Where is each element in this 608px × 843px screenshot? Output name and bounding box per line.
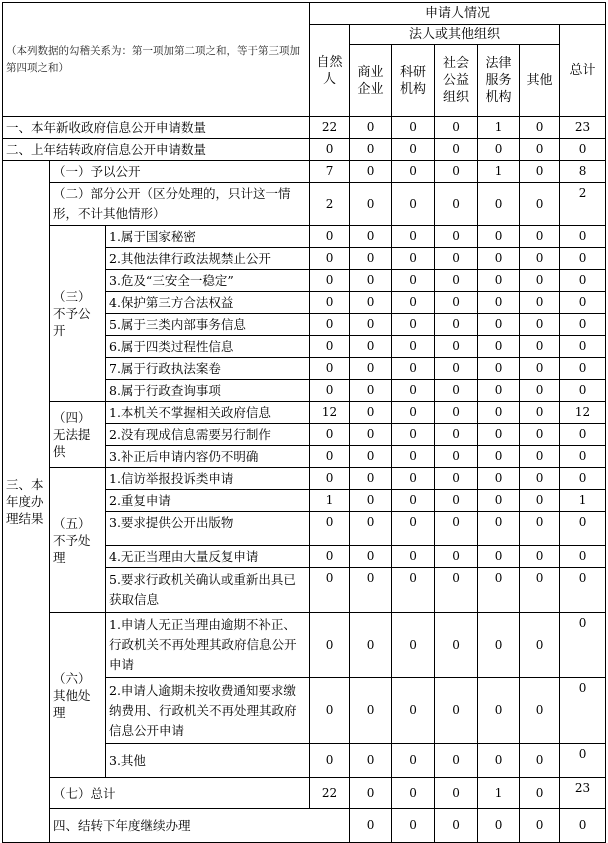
header-total: 总计 bbox=[560, 25, 606, 117]
value-research: 0 bbox=[392, 512, 435, 546]
value-research: 0 bbox=[392, 678, 435, 744]
value-commercial: 0 bbox=[350, 117, 392, 139]
value-total: 0 bbox=[560, 512, 606, 546]
value-legal: 1 bbox=[478, 161, 520, 183]
value-legal: 0 bbox=[478, 248, 520, 270]
table-row bbox=[3, 402, 606, 424]
header-natural-person: 自然人 bbox=[310, 25, 350, 117]
value-legal: 0 bbox=[520, 809, 560, 843]
value-total: 0 bbox=[560, 292, 606, 314]
value-social: 0 bbox=[435, 778, 478, 809]
group-label-unable-to-provide: （四）无法提供 bbox=[50, 402, 106, 468]
value-social: 0 bbox=[435, 248, 478, 270]
group-label-not-disclosed: （三）不予公开 bbox=[50, 226, 106, 402]
value-natural: 0 bbox=[310, 568, 350, 613]
value-commercial: 0 bbox=[350, 490, 392, 512]
value-commercial: 0 bbox=[350, 336, 392, 358]
value-research: 0 bbox=[392, 490, 435, 512]
header-other: 其他 bbox=[520, 45, 560, 117]
row-label: 4.无正当理由大量反复申请 bbox=[106, 546, 310, 568]
value-social: 0 bbox=[435, 546, 478, 568]
value-research: 0 bbox=[392, 358, 435, 380]
value-legal: 1 bbox=[478, 117, 520, 139]
value-total: 0 bbox=[560, 314, 606, 336]
value-total: 0 bbox=[560, 568, 606, 613]
value-research: 0 bbox=[392, 468, 435, 490]
value-other: 0 bbox=[560, 809, 606, 843]
value-legal: 0 bbox=[478, 336, 520, 358]
value-commercial: 0 bbox=[350, 778, 392, 809]
row-label: 二、上年结转政府信息公开申请数量 bbox=[3, 139, 310, 161]
value-research: 0 bbox=[392, 778, 435, 809]
value-natural: 0 bbox=[310, 270, 350, 292]
value-social: 0 bbox=[435, 358, 478, 380]
value-legal: 0 bbox=[478, 678, 520, 744]
value-commercial: 0 bbox=[350, 546, 392, 568]
value-commercial: 0 bbox=[350, 678, 392, 744]
value-commercial: 0 bbox=[350, 424, 392, 446]
value-social: 0 bbox=[435, 402, 478, 424]
value-total: 23 bbox=[560, 778, 606, 809]
value-other: 0 bbox=[520, 613, 560, 678]
value-total: 0 bbox=[560, 744, 606, 778]
value-legal: 0 bbox=[478, 183, 520, 226]
value-social: 0 bbox=[435, 446, 478, 468]
row-label: 4.保护第三方合法权益 bbox=[106, 292, 310, 314]
value-natural: 0 bbox=[350, 809, 392, 843]
value-natural: 0 bbox=[310, 358, 350, 380]
value-commercial: 0 bbox=[392, 809, 435, 843]
row-label: 2.没有现成信息需要另行制作 bbox=[106, 424, 310, 446]
value-legal: 0 bbox=[478, 446, 520, 468]
row-label: 1.属于国家秘密 bbox=[106, 226, 310, 248]
value-social: 0 bbox=[435, 613, 478, 678]
value-other: 0 bbox=[520, 117, 560, 139]
table-row bbox=[3, 613, 606, 678]
value-natural: 0 bbox=[310, 292, 350, 314]
value-natural: 0 bbox=[310, 468, 350, 490]
value-legal: 0 bbox=[478, 402, 520, 424]
value-other: 0 bbox=[520, 270, 560, 292]
value-other: 0 bbox=[520, 161, 560, 183]
value-commercial: 0 bbox=[350, 744, 392, 778]
value-legal: 1 bbox=[478, 778, 520, 809]
value-other: 0 bbox=[520, 248, 560, 270]
value-natural: 22 bbox=[310, 117, 350, 139]
value-social: 0 bbox=[435, 226, 478, 248]
value-total: 0 bbox=[560, 248, 606, 270]
value-legal: 0 bbox=[478, 358, 520, 380]
row-label: 3.补正后申请内容仍不明确 bbox=[106, 446, 310, 468]
row-label: 3.要求提供公开出版物 bbox=[106, 512, 310, 546]
value-social: 0 bbox=[435, 512, 478, 546]
value-social: 0 bbox=[435, 117, 478, 139]
value-research: 0 bbox=[392, 568, 435, 613]
value-total: 12 bbox=[560, 402, 606, 424]
table-row bbox=[3, 226, 606, 248]
value-commercial: 0 bbox=[350, 248, 392, 270]
value-total: 0 bbox=[560, 336, 606, 358]
value-total: 2 bbox=[560, 183, 606, 226]
row-label: 8.属于行政查询事项 bbox=[106, 380, 310, 402]
value-other: 0 bbox=[520, 778, 560, 809]
value-other: 0 bbox=[520, 744, 560, 778]
value-legal: 0 bbox=[478, 512, 520, 546]
value-commercial: 0 bbox=[350, 161, 392, 183]
value-social: 0 bbox=[435, 139, 478, 161]
value-natural: 0 bbox=[310, 744, 350, 778]
value-natural: 22 bbox=[310, 778, 350, 809]
value-other: 0 bbox=[520, 546, 560, 568]
value-natural: 0 bbox=[310, 446, 350, 468]
value-natural: 2 bbox=[310, 183, 350, 226]
value-research: 0 bbox=[392, 546, 435, 568]
row-label: （二）部分公开（区分处理的，只计这一情形，不计其他情形） bbox=[50, 183, 310, 226]
value-legal: 0 bbox=[478, 744, 520, 778]
row-disclosed bbox=[3, 161, 606, 183]
row-label: 7.属于行政执法案卷 bbox=[106, 358, 310, 380]
value-total: 0 bbox=[560, 270, 606, 292]
value-social: 0 bbox=[435, 744, 478, 778]
value-other: 0 bbox=[520, 490, 560, 512]
value-other: 0 bbox=[520, 446, 560, 468]
value-other: 0 bbox=[520, 358, 560, 380]
value-legal: 0 bbox=[478, 490, 520, 512]
value-total: 0 bbox=[560, 678, 606, 744]
value-legal: 0 bbox=[478, 468, 520, 490]
value-legal: 0 bbox=[478, 546, 520, 568]
value-natural: 0 bbox=[310, 613, 350, 678]
row-label: 6.属于四类过程性信息 bbox=[106, 336, 310, 358]
value-social: 0 bbox=[435, 424, 478, 446]
value-legal: 0 bbox=[478, 226, 520, 248]
value-commercial: 0 bbox=[350, 446, 392, 468]
value-natural: 0 bbox=[310, 139, 350, 161]
value-research: 0 bbox=[392, 270, 435, 292]
value-other: 0 bbox=[520, 402, 560, 424]
value-legal: 0 bbox=[478, 424, 520, 446]
value-research: 0 bbox=[392, 446, 435, 468]
value-social: 0 bbox=[435, 314, 478, 336]
value-natural: 0 bbox=[310, 380, 350, 402]
value-research: 0 bbox=[392, 613, 435, 678]
value-total: 0 bbox=[560, 613, 606, 678]
value-research: 0 bbox=[392, 117, 435, 139]
row-label: （七）总计 bbox=[50, 778, 310, 809]
value-commercial: 0 bbox=[350, 613, 392, 678]
value-research: 0 bbox=[435, 809, 478, 843]
value-other: 0 bbox=[520, 292, 560, 314]
row-label: 5.属于三类内部事务信息 bbox=[106, 314, 310, 336]
value-other: 0 bbox=[520, 568, 560, 613]
value-total: 0 bbox=[560, 446, 606, 468]
row-label: 一、本年新收政府信息公开申请数量 bbox=[3, 117, 310, 139]
value-research: 0 bbox=[392, 226, 435, 248]
value-total: 0 bbox=[560, 358, 606, 380]
value-total: 0 bbox=[560, 468, 606, 490]
value-natural: 0 bbox=[310, 546, 350, 568]
table-row bbox=[3, 468, 606, 490]
row-carry-forward bbox=[3, 809, 606, 843]
value-natural: 0 bbox=[310, 424, 350, 446]
row-label: 3.危及“三安全一稳定” bbox=[106, 270, 310, 292]
value-research: 0 bbox=[392, 183, 435, 226]
value-natural: 1 bbox=[310, 490, 350, 512]
value-other: 0 bbox=[520, 314, 560, 336]
value-commercial: 0 bbox=[350, 314, 392, 336]
value-research: 0 bbox=[392, 380, 435, 402]
value-natural: 7 bbox=[310, 161, 350, 183]
value-research: 0 bbox=[392, 139, 435, 161]
value-other: 0 bbox=[520, 424, 560, 446]
value-social: 0 bbox=[435, 336, 478, 358]
value-natural: 0 bbox=[310, 226, 350, 248]
value-other: 0 bbox=[520, 183, 560, 226]
value-social: 0 bbox=[435, 380, 478, 402]
value-social: 0 bbox=[435, 678, 478, 744]
header-legal-person-group: 法人或其他组织 bbox=[350, 25, 560, 45]
value-total: 0 bbox=[560, 380, 606, 402]
row-label: 5.要求行政机关确认或重新出具已获取信息 bbox=[106, 568, 310, 613]
value-commercial: 0 bbox=[350, 568, 392, 613]
row-label: 1.本机关不掌握相关政府信息 bbox=[106, 402, 310, 424]
group-label-other-processing: （六）其他处理 bbox=[50, 613, 106, 778]
value-social: 0 bbox=[435, 568, 478, 613]
value-legal: 0 bbox=[478, 613, 520, 678]
header-legal-service: 法律服务机构 bbox=[478, 45, 520, 117]
value-total: 1 bbox=[560, 490, 606, 512]
value-social: 0 bbox=[435, 270, 478, 292]
value-total: 0 bbox=[560, 424, 606, 446]
row-label: 四、结转下年度继续办理 bbox=[50, 809, 350, 843]
value-natural: 0 bbox=[310, 248, 350, 270]
value-research: 0 bbox=[392, 402, 435, 424]
row-label: 2.重复申请 bbox=[106, 490, 310, 512]
value-research: 0 bbox=[392, 314, 435, 336]
value-other: 0 bbox=[520, 226, 560, 248]
value-legal: 0 bbox=[478, 292, 520, 314]
value-natural: 0 bbox=[310, 512, 350, 546]
value-other: 0 bbox=[520, 336, 560, 358]
value-other: 0 bbox=[520, 380, 560, 402]
value-other: 0 bbox=[520, 139, 560, 161]
row-label: 1.信访举报投诉类申请 bbox=[106, 468, 310, 490]
value-total: 0 bbox=[560, 226, 606, 248]
row-label: 2.申请人逾期未按收费通知要求缴纳费用、行政机关不再处理其政府信息公开申请 bbox=[106, 678, 310, 744]
row-partially-disclosed bbox=[3, 183, 606, 226]
value-natural: 0 bbox=[310, 678, 350, 744]
value-commercial: 0 bbox=[350, 183, 392, 226]
value-research: 0 bbox=[392, 744, 435, 778]
value-commercial: 0 bbox=[350, 226, 392, 248]
value-total: 23 bbox=[560, 117, 606, 139]
value-legal: 0 bbox=[478, 139, 520, 161]
value-natural: 0 bbox=[310, 336, 350, 358]
row-label: （一）予以公开 bbox=[50, 161, 310, 183]
value-natural: 0 bbox=[310, 314, 350, 336]
value-commercial: 0 bbox=[350, 270, 392, 292]
value-social: 0 bbox=[435, 183, 478, 226]
header-note: （本列数据的勾稽关系为：第一项加第二项之和，等于第三项加第四项之和） bbox=[3, 3, 310, 117]
row-label: 2.其他法律行政法规禁止公开 bbox=[106, 248, 310, 270]
value-social: 0 bbox=[435, 468, 478, 490]
value-commercial: 0 bbox=[350, 292, 392, 314]
value-total: 0 bbox=[560, 546, 606, 568]
value-other: 0 bbox=[520, 678, 560, 744]
header-applicant-situation: 申请人情况 bbox=[310, 3, 606, 25]
row-section-total bbox=[3, 778, 606, 809]
value-research: 0 bbox=[392, 248, 435, 270]
value-social: 0 bbox=[435, 292, 478, 314]
value-commercial: 0 bbox=[350, 139, 392, 161]
value-commercial: 0 bbox=[350, 468, 392, 490]
value-social: 0 bbox=[435, 490, 478, 512]
header-commercial: 商业企业 bbox=[350, 45, 392, 117]
value-legal: 0 bbox=[478, 314, 520, 336]
value-legal: 0 bbox=[478, 380, 520, 402]
value-research: 0 bbox=[392, 161, 435, 183]
value-legal: 0 bbox=[478, 270, 520, 292]
value-research: 0 bbox=[392, 424, 435, 446]
header-research: 科研机构 bbox=[392, 45, 435, 117]
value-commercial: 0 bbox=[350, 380, 392, 402]
group-label-not-processed: （五）不予处理 bbox=[50, 468, 106, 613]
value-total: 8 bbox=[560, 161, 606, 183]
value-commercial: 0 bbox=[350, 358, 392, 380]
row-label: 1.申请人无正当理由逾期不补正、行政机关不再处理其政府信息公开申请 bbox=[106, 613, 310, 678]
value-natural: 12 bbox=[310, 402, 350, 424]
value-commercial: 0 bbox=[350, 402, 392, 424]
value-other: 0 bbox=[520, 468, 560, 490]
value-legal: 0 bbox=[478, 568, 520, 613]
row-label: 3.其他 bbox=[106, 744, 310, 778]
value-other: 0 bbox=[520, 512, 560, 546]
value-total: 0 bbox=[560, 139, 606, 161]
row-new-applications bbox=[3, 117, 606, 139]
value-social: 0 bbox=[435, 161, 478, 183]
section-3-label: 三、本年度办理结果 bbox=[3, 161, 50, 843]
value-social: 0 bbox=[478, 809, 520, 843]
value-research: 0 bbox=[392, 292, 435, 314]
information-disclosure-table bbox=[2, 2, 606, 843]
value-commercial: 0 bbox=[350, 512, 392, 546]
header-social-welfare: 社会公益组织 bbox=[435, 45, 478, 117]
value-research: 0 bbox=[392, 336, 435, 358]
row-carried-over bbox=[3, 139, 606, 161]
